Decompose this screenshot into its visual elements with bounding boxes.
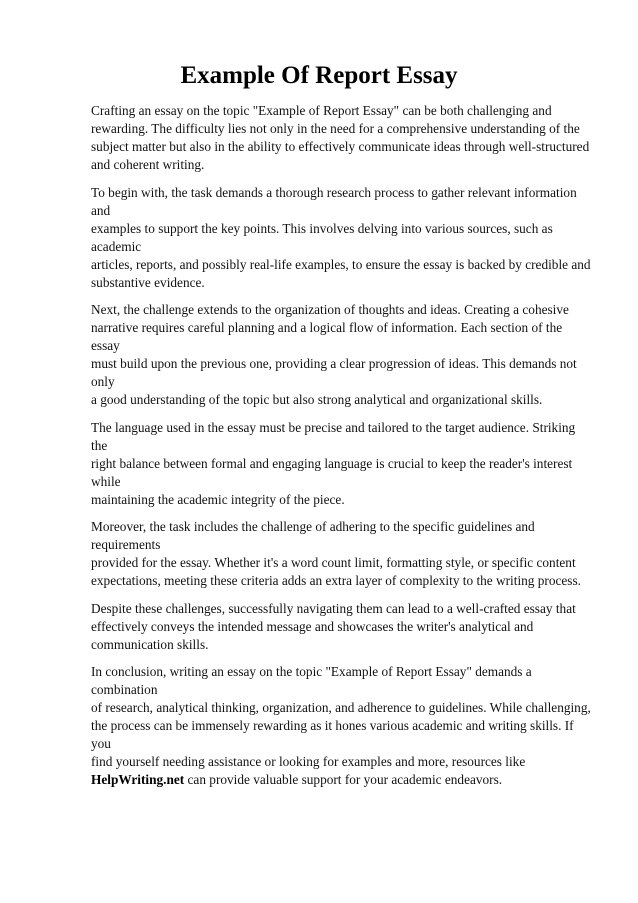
page-title: Example Of Report Essay: [180, 62, 458, 89]
helpwriting-link[interactable]: HelpWriting.net: [91, 772, 185, 787]
paragraph-guidelines: Moreover, the task includes the challenge of adhering to the specific guidelines and requirements provided for the essay. Whether it's a word count limit, formatting style, or specific content expectations, meeting these criteria adds an extra layer of complexity to the writing process.: [91, 519, 581, 588]
paragraph-organization: Next, the challenge extends to the organization of thoughts and ideas. Creating a cohesive narrative requires careful planning and a logical flow of information. Each section of the essay must build upon the previous one, providing a clear progression of ideas. This demands not only a good understanding of the topic but also strong analytical and organizational skills.: [91, 302, 577, 407]
conclusion-text: In conclusion, writing an essay on the topic "Example of Report Essay" demands a combination of research, analytical thinking, organization, and adherence to guidelines. While challenging, the process can be immensely rewarding as it hones various academic and writing skills. If you find yourself needing assistance or looking for examples and more, resources like: [91, 664, 591, 769]
paragraph-intro: Crafting an essay on the topic "Example of Report Essay" can be both challenging and rewarding. The difficulty lies not only in the need for a comprehensive understanding of the subject matter but also in the ability to effectively communicate ideas through well-structured and coherent writing.: [91, 103, 590, 172]
paragraph-conclusion: [91, 663, 591, 789]
conclusion-tail: can provide valuable support for your academic endeavors.: [184, 772, 503, 787]
paragraph-challenges: Despite these challenges, successfully navigating them can lead to a well-crafted essay that effectively conveys the intended message and showcases the writer's analytical and communication skills.: [91, 600, 576, 652]
paragraph-research: To begin with, the task demands a thorough research process to gather relevant information and examples to support the key points. This involves delving into various sources, such as academic articles, reports, and possibly real-life examples, to ensure the essay is backed by credible and substantive evidence.: [91, 184, 591, 290]
document-body: [91, 102, 591, 799]
paragraph-language: The language used in the essay must be precise and tailored to the target audience. Striking the right balance between formal and engaging language is crucial to keep the reader's interest while maintaining the academic integrity of the piece.: [91, 419, 576, 507]
